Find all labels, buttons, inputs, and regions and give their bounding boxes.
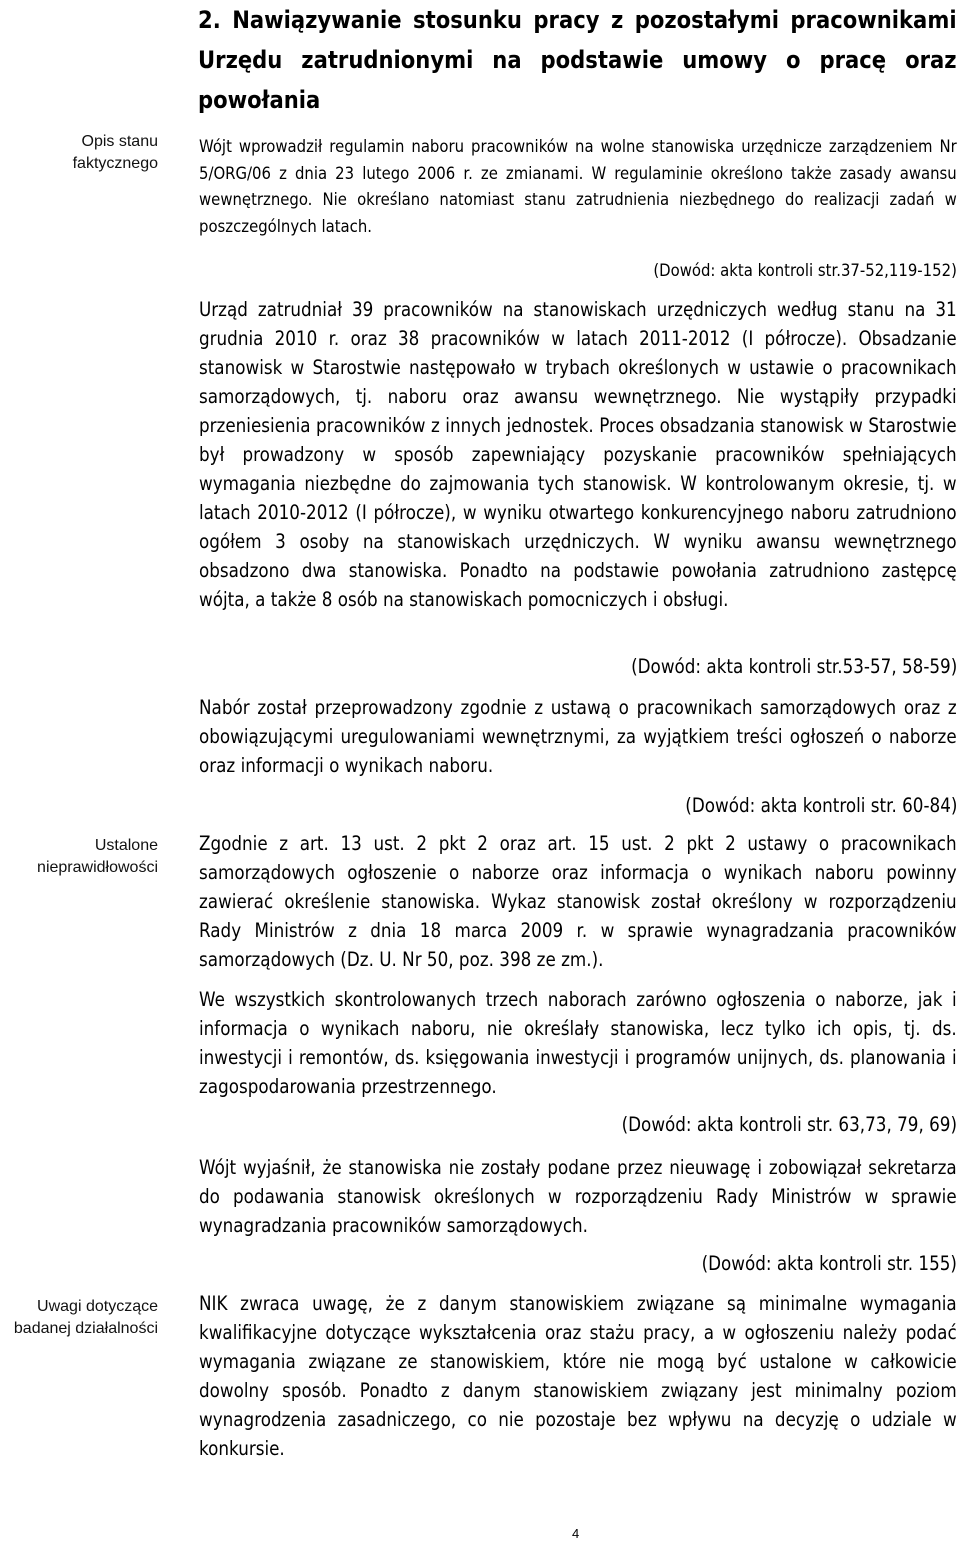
paragraph-explanation: Wójt wyjaśnił, że stanowiska nie zostały podane przez nieuwagę i zobowiązał sekretarza do podawania stanowisk określonych w rozporządzeniu Rady Ministrów w sprawie wynagradzania pracowników samorządowych. xyxy=(199,1156,957,1237)
side-label-remarks-line1: Uwagi dotyczące xyxy=(37,1298,158,1315)
side-label-facts xyxy=(0,131,158,175)
section-heading: 2. Nawiązywanie stosunku pracy z pozostałymi pracownikami Urzędu zatrudnionymi na podstawie umowy o pracę oraz powołania xyxy=(198,6,957,114)
side-label-irregularities-line1: Ustalone xyxy=(94,837,158,854)
evidence-2: (Dowód: akta kontroli str.53-57, 58-59) xyxy=(630,655,957,678)
side-label-remarks-line2: badanej działalności xyxy=(13,1320,158,1337)
paragraph-nik-remarks: NIK zwraca uwagę, że z danym stanowiskiem związane są minimalne wymagania kwalifikacyjne dotyczące wykształcenia oraz stażu pracy, a w ogłoszeniu należy podać wymagania związane ze stanowiskiem, które nie mogą być ustalone w całkowicie dowolny sposób. Ponadto z danym stanowiskiem związany jest minimalny poziom wynagrodzenia zasadniczego, co nie pozostaje bez wpływu na decyzję o udziale w konkursie. xyxy=(199,1292,957,1460)
paragraph-regulation: Wójt wprowadził regulamin naboru pracowników na wolne stanowiska urzędnicze zarządzeniem Nr 5/ORG/06 z dnia 23 lutego 2006 r. ze zmianami. W regulaminie określono także zasady awansu wewnętrznego. Nie określano natomiast stanu zatrudnienia niezbędnego do realizacji zadań w poszczególnych latach. xyxy=(199,137,957,237)
evidence-6: (Dowód: akta kontroli str. 155) xyxy=(701,1252,957,1275)
paragraph-recruitment: Nabór został przeprowadzony zgodnie z ustawą o pracownikach samorządowych oraz z obowiązującymi uregulowaniami wewnętrznymi, za wyjątkiem treści ogłoszeń o naborze oraz informacji o wynikach naboru. xyxy=(199,696,957,777)
side-label-irregularities-line2: nieprawidłowości xyxy=(37,859,158,876)
page-number: 4 xyxy=(572,1526,580,1541)
evidence-3: (Dowód: akta kontroli str. 60-84) xyxy=(684,794,957,817)
paragraph-legal-basis: Zgodnie z art. 13 ust. 2 pkt 2 oraz art. 15 ust. 2 pkt 2 ustawy o pracownikach samorządowych ogłoszenie o naborze oraz informacja o wynikach naboru powinny zawierać określenie stanowiska. Wykaz stanowisk został określony w rozporządzeniu Rady Ministrów z dnia 18 marca 2009 r. w sprawie wynagradzania pracowników samorządowych (Dz. U. Nr 50, poz. 398 ze zm.). xyxy=(199,832,957,971)
side-label-facts-line1: Opis stanu xyxy=(81,133,158,150)
side-label-facts-line2: faktycznego xyxy=(72,155,158,172)
evidence-1: (Dowód: akta kontroli str.37-52,119-152) xyxy=(653,261,957,281)
evidence-5: (Dowód: akta kontroli str. 63,73, 79, 69) xyxy=(621,1113,957,1136)
paragraph-findings: We wszystkich skontrolowanych trzech naborach zarówno ogłoszenia o naborze, jak i informacja o wynikach naboru, nie określały stanowiska, lecz tylko ich opis, tj. ds. inwestycji i remontów, ds. księgowania inwestycji i programów unijnych, ds. planowania i zagospodarowania przestrzennego. xyxy=(199,988,957,1098)
side-label-remarks xyxy=(0,1296,158,1340)
side-label-irregularities xyxy=(0,835,158,879)
paragraph-employment: Urząd zatrudniał 39 pracowników na stanowiskach urzędniczych według stanu na 31 grudnia 2010 r. oraz 38 pracowników w latach 2011-2012 (I półrocze). Obsadzanie stanowisk w Starostwie następowało w trybach określonych w ustawie o pracownikach samorządowych, tj. naboru oraz awansu wewnętrznego. Nie wystąpiły przypadki przeniesienia pracowników z innych jednostek. Proces obsadzania stanowisk w Starostwie był prowadzony w sposób zapewniający pozyskanie pracowników spełniających wymagania niezbędne do zajmowania tych stanowisk. W kontrolowanym okresie, tj. w latach 2010-2012 (I półrocze), w wyniku otwartego konkurencyjnego naboru zatrudniono ogółem 3 osoby na stanowiskach urzędniczych. W wyniku awansu wewnętrznego obsadzono dwa stanowiska. Ponadto na podstawie powołania zatrudniono zastępcę wójta, a także 8 osób na stanowiskach pomocniczych i obsługi. xyxy=(199,298,957,611)
